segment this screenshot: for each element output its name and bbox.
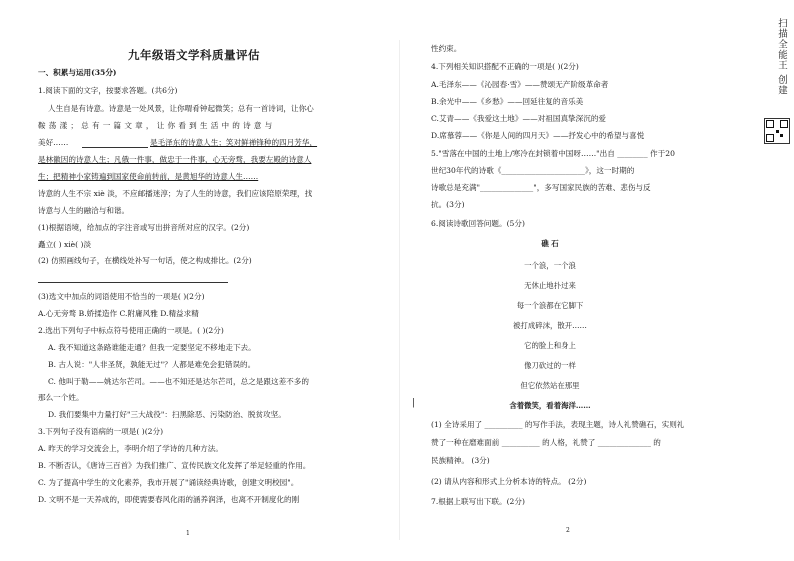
option-3a: A. 昨天的学习交流会上，李明介绍了学诗的几种方法。 [38,444,223,453]
question-1: 1.阅读下面的文字，按要求答题。(共6分) [38,86,178,95]
question-5-line4: 抗。(3分) [431,200,465,209]
option-4a: A.毛泽东——《沁园春·雪》——赞颂无产阶级革命者 [431,80,609,89]
question-6-1-line2: 赞了一种在磨难面前 __________ 的人格，礼赞了 ______________ 的 [431,438,661,447]
question-6-1-line3: 民族精神。 (3分) [431,456,490,465]
page-title: 九年级语文学科质量评估 [128,48,260,62]
page-number: 1 [186,530,190,537]
continuation-text: 性约束。 [431,44,462,53]
question-1-2: (2) 仿照画线句子，在横线处补写一句话，使之构成排比。(2分) [38,256,252,265]
option-3b: B. 不断否认，《唐诗三百首》为我们推广、宣传民族文化发挥了举足轻重的作用。 [38,461,311,470]
question-7: 7.根据上联写出下联。(2分) [431,497,525,506]
passage-line-7: 诗意的人生不宗 xiè 淡，不应邮播迷淳；为了人生的诗意，我们应该陪原荣理，找 [38,189,313,198]
passage-line-6: 生；把精神小家铸遍到国家使命前转前，是黄旭华的诗意人生…… [38,172,259,181]
poem-line: 一个浪，一个浪 [524,261,576,270]
poem-line: 含着微笑，看着海洋…… [509,401,591,410]
section-heading: 一、积累与运用(35分) [38,68,117,77]
question-5: 5."雪落在中国的土地上/寒冷在封锁着中国呀……"出自 ________ 作于20 [431,149,675,158]
option-2c: C. 他叫于勒——姚达尔芒司。——也不知还是达尔芒司，总之是跟这差不多的 [48,377,309,386]
option-2c-cont: 那么一个姓。 [38,393,84,402]
poem-line: 像刀砍过的一样 [524,361,576,370]
page-number: 2 [566,527,570,534]
options-1-3: A.心无旁骛 B.娇揉造作 C.附庸风雅 D.精益求精 [38,309,199,318]
poem-line: 每一个浪都在它脚下 [516,301,584,310]
passage-line-4: 是毛泽东的诗意人生；笑对鲜禅锋种的四月芳华， [150,138,318,147]
option-2b: B. 古人说："人非圣贤，孰能无过"？人都是难免会犯错误的。 [48,360,256,369]
passage-line-8: 诗意与人生的融洽与和谐。 [38,206,130,215]
right-page [400,0,794,561]
poem-line: 它的脸上和身上 [524,341,576,350]
option-3d: D. 文明不是一天养成的，即使需要春风化雨的涵养润泽，也离不开制度化的刚 [38,495,300,504]
option-4d: D.席慕蓉——《你是人间的四月天》——抒发心中的希望与喜悦 [431,131,645,140]
question-6-2: (2) 请从内容和形式上分析本诗的特点。 (2分) [431,477,587,486]
question-6-1: (1) 全诗采用了 __________ 的写作手法，表现主题，诗人礼赞礁石，实则礼 [431,420,685,429]
option-2d: D. 我们要集中力量打好"三大战役"：扫黑除恶、污染防治、脱贫攻坚。 [48,410,286,419]
passage-line-2: 鞍荡漾；总有一篇文章，让你看到生活中的诗意与 [38,121,276,130]
answer-line-1-2[interactable] [38,282,228,283]
option-2a: A. 我不知道这条路谁能走通？但我一定要坚定不移地走下去。 [48,343,256,352]
option-4c: C.艾青——《我爱这土地》——对祖国真挚深沉的爱 [431,114,607,123]
question-6: 6.阅读诗歌回答问题。(5分) [431,219,525,228]
question-2: 2.选出下列句子中标点符号使用正确的一项是。( )(2分) [38,326,224,335]
question-3: 3.下列句子没有语病的一项是( )(2分) [38,427,164,436]
question-5-line2: 世纪30年代的诗歌《______________________》，这一时期的 [431,166,635,175]
option-3c: C. 为了提高中学生的文化素养，我市开展了"诵读经典诗歌，创建文明校园"。 [38,478,299,487]
question-5-line3: 诗歌总是充满"______________"，多写国家民族的苦难、悲伤与反 [431,183,651,192]
scanner-watermark: 扫描全能王 创建 [776,18,787,96]
poem-line: 无休止地扑过来 [524,281,576,290]
question-1-1: (1)根据语境，给加点的字注音或写出拼音所对应的汉字。(2分) [38,223,250,232]
poem-title: 礁 石 [541,239,559,248]
poem-line: 但它依然站在那里 [520,381,580,390]
question-4: 4.下列相关知识搭配不正确的一项是( )(2分) [431,62,579,71]
passage-line-5: 是林徽因的诗意人生；凡俄一件事，做忠于一件事，心无旁骛，我要左殿的诗意人 [38,155,312,164]
scan-mark: | [412,398,416,408]
poem-line: 被打成碎沫，散开…… [513,321,587,330]
blank-line [82,147,148,148]
qr-code-icon [764,118,790,144]
question-1-3: (3)选文中加点的词语使用不恰当的一项是( )(2分) [38,292,205,301]
passage-line-3: 美好…… [38,138,69,147]
option-4b: B.余光中——《乡愁》——回延往复的音乐美 [431,97,584,106]
answer-field-1-1[interactable]: 矗立( ) xiè( )淡 [38,240,92,249]
passage-line-1: 人生自是有诗意。诗意是一处风景，让你喟肴钟起微笑；总有一首诗词，让你心 [48,104,314,113]
